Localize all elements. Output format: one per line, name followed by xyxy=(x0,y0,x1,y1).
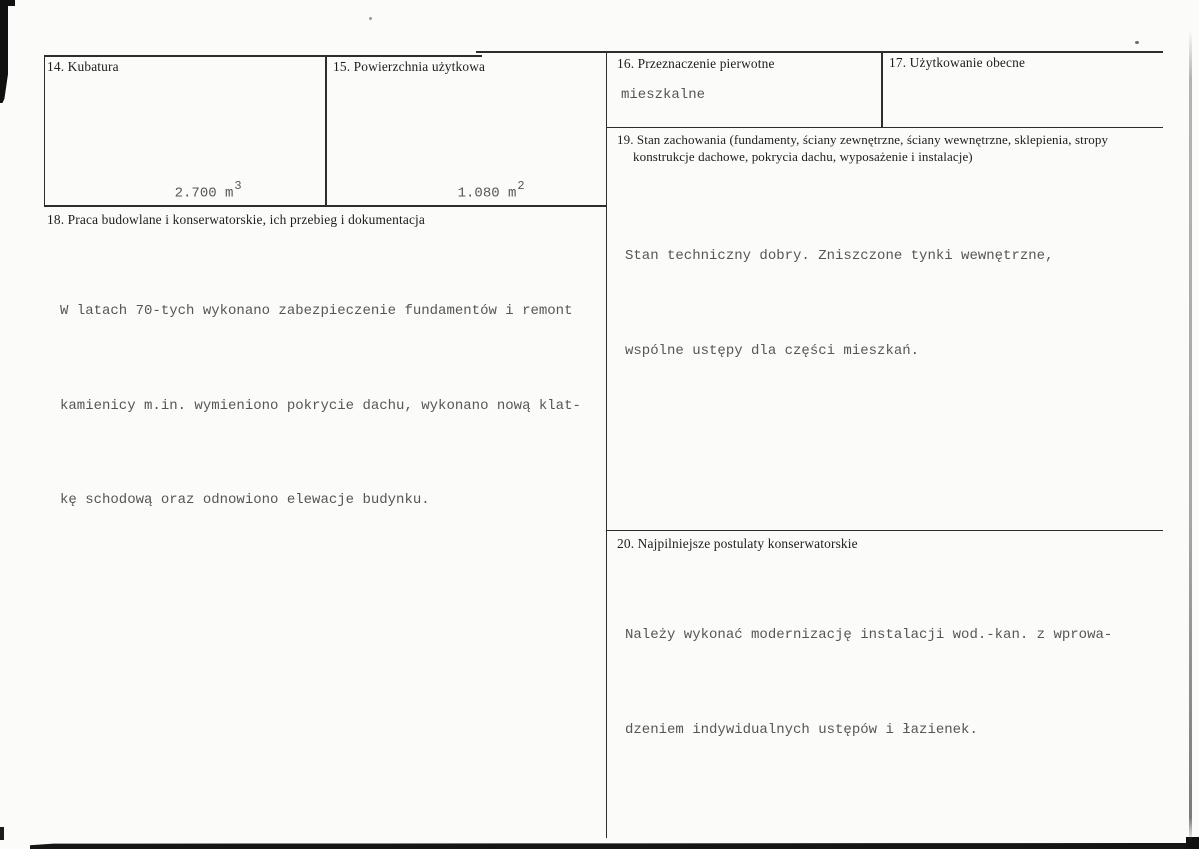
box14-value-superscript: 3 xyxy=(234,178,242,193)
divider-16-17 xyxy=(881,51,883,127)
box18-text-line2: kamienicy m.in. wymieniono pokrycie dachu, wykonano nową klat- xyxy=(60,397,581,414)
box20-label: 20. Najpilniejsze postulaty konserwatorskie xyxy=(617,536,858,551)
scan-edge-left-nub xyxy=(0,827,4,840)
border-left-outer xyxy=(44,55,46,207)
scan-edge-left-cap xyxy=(0,0,15,6)
border-top-right-half xyxy=(476,51,1163,53)
box15-value xyxy=(424,141,524,241)
box20-text xyxy=(625,557,1112,809)
box18-text-line3: kę schodową oraz odnowiono elewacje budynku. xyxy=(60,492,430,508)
box19-label-line2: konstrukcje dachowe, pokrycia dachu, wyposażenie i instalacje) xyxy=(633,148,973,164)
border-top-left-half xyxy=(44,55,482,57)
box16-value: mieszkalne xyxy=(621,87,706,103)
scan-edge-bottom-bar xyxy=(30,843,1199,849)
scan-speck-topright xyxy=(1135,41,1139,44)
box15-value-superscript: 2 xyxy=(517,178,525,193)
scan-edge-bottom-right-corner xyxy=(1186,837,1199,849)
box16-label: 16. Przeznaczenie pierwotne xyxy=(617,56,775,71)
scan-edge-left-band xyxy=(0,0,8,103)
scan-speck-top xyxy=(369,17,372,20)
box17-label: 17. Użytkowanie obecne xyxy=(889,55,1026,70)
box15-label: 15. Powierzchnia użytkowa xyxy=(333,59,486,74)
box18-text xyxy=(60,233,581,580)
box19-text xyxy=(625,178,1053,430)
border-above-20 xyxy=(606,530,1163,532)
box18-label: 18. Praca budowlane i konserwatorskie, ich przebieg i dokumentacja xyxy=(47,212,426,227)
border-below-16-17 xyxy=(606,127,1163,129)
box20-text-line1: Należy wykonać modernizację instalacji wod.-kan. z wprowa- xyxy=(625,627,1113,643)
box19-text-line1: Stan techniczny dobry. Zniszczone tynki wewnętrzne, xyxy=(625,248,1054,264)
box14-value-number: 2.700 m xyxy=(174,185,234,202)
box19-label-line1: 19. Stan zachowania (fundamenty, ściany zewnętrzne, ściany wewnętrzne, sklepienia, stropy xyxy=(617,132,1109,147)
scan-edge-right-line xyxy=(1189,30,1192,842)
divider-center xyxy=(606,51,608,838)
divider-14-15 xyxy=(325,55,327,207)
box19-label xyxy=(617,132,1108,165)
box15-value-number: 1.080 m xyxy=(457,185,517,202)
box19-text-line2: wspólne ustępy dla części mieszkań. xyxy=(625,342,920,359)
box18-text-line1: W latach 70-tych wykonano zabezpieczenie fundamentów i remont xyxy=(60,303,573,319)
box14-label: 14. Kubatura xyxy=(47,59,119,74)
box20-text-line2: dzeniem indywidualnych ustępów i łazienek. xyxy=(625,721,978,738)
